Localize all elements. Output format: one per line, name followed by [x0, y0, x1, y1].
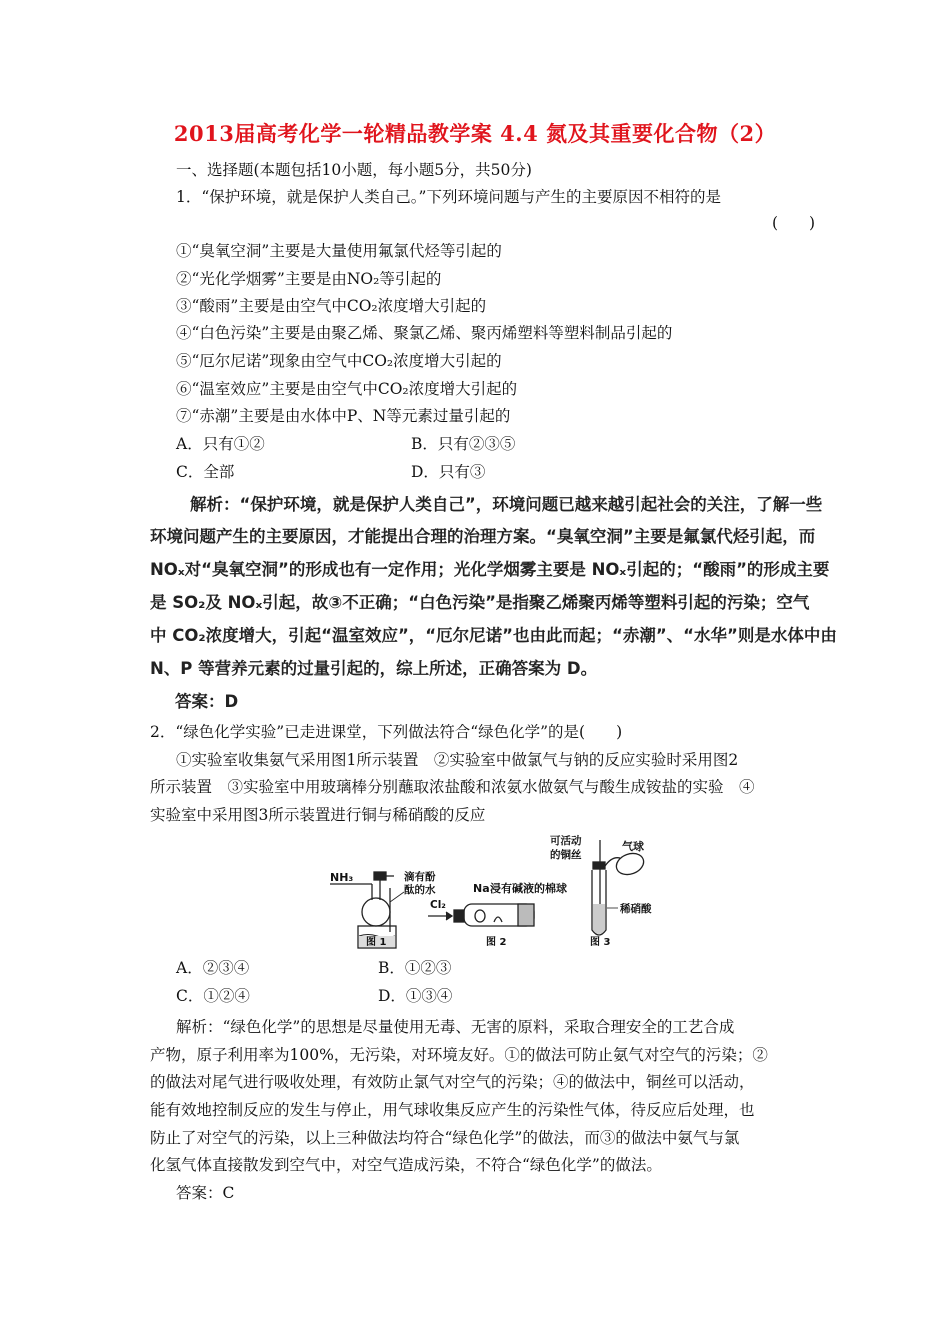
- q2-stem: 2．“绿色化学实验”已走进课堂，下列做法符合“绿色化学”的是( ): [150, 723, 623, 741]
- q1-analysis-line: 解析：“保护环境，就是保护人类自己”，环境问题已越来越引起社会的关注，了解一些: [190, 495, 823, 514]
- section-header: 一、选择题(本题包括10小题，每小题5分，共50分): [176, 161, 532, 179]
- q2-option-b: B．①②③: [378, 959, 452, 977]
- q1-item-4: ④“白色污染”主要是由聚乙烯、聚氯乙烯、聚丙烯塑料等塑料制品引起的: [176, 324, 673, 342]
- q1-item-3: ③“酸雨”主要是由空气中CO₂浓度增大引起的: [176, 297, 487, 315]
- q2-desc-line: ①实验室收集氨气采用图1所示装置 ②实验室中做氯气与钠的反应实验时采用图2: [176, 751, 739, 769]
- q1-option-b: B．只有②③⑤: [411, 435, 516, 453]
- q2-analysis-line: 防止了对空气的污染，以上三种做法均符合“绿色化学”的做法，而③的做法中氨气与氯: [150, 1129, 740, 1147]
- q2-desc-line: 所示装置 ③实验室中用玻璃棒分别蘸取浓盐酸和浓氨水做氨气与酸生成铵盐的实验 ④: [150, 778, 755, 796]
- q2-analysis-line: 的做法对尾气进行吸收处理，有效防止氯气对空气的污染；④的做法中，铜丝可以活动，: [150, 1073, 755, 1091]
- figure-2-caption: 图 2: [486, 937, 507, 948]
- q1-analysis-line: 环境问题产生的主要原因，才能提出合理的治理方案。“臭氧空洞”主要是氟氯代烃引起，而: [150, 527, 816, 546]
- figure-3-caption: 图 3: [590, 937, 611, 948]
- q1-item-2: ②“光化学烟雾”主要是由NO₂等引起的: [176, 270, 442, 288]
- q1-item-5: ⑤“厄尔尼诺”现象由空气中CO₂浓度增大引起的: [176, 352, 502, 370]
- q2-desc-line: 实验室中采用图3所示装置进行铜与稀硝酸的反应: [150, 806, 486, 824]
- q1-answer-blank: ( ): [772, 214, 816, 232]
- q1-option-c: C．全部: [176, 463, 235, 481]
- cl2-label: Cl₂: [430, 899, 446, 911]
- q1-item-1: ①“臭氧空洞”主要是大量使用氟氯代烃等引起的: [176, 242, 502, 260]
- page-title: 2013届高考化学一轮精品教学案 4.4 氮及其重要化合物（2）: [173, 121, 777, 146]
- q2-answer: 答案：C: [176, 1184, 235, 1202]
- water-label-2: 酞的水: [404, 884, 436, 896]
- q1-stem: 1．“保护环境，就是保护人类自己。”下列环境问题与产生的主要原因不相符的是: [176, 188, 721, 206]
- q1-analysis-line: 是 SO₂及 NOₓ引起，故③不正确；“白色污染”是指聚乙烯聚丙烯等塑料引起的污染；空气: [150, 593, 810, 612]
- apparatus-figure: [328, 832, 658, 956]
- q2-option-d: D．①③④: [378, 987, 453, 1005]
- q1-item-6: ⑥“温室效应”主要是由空气中CO₂浓度增大引起的: [176, 380, 518, 398]
- water-label-1: 滴有酚: [404, 871, 436, 883]
- figure-2-apparatus: [428, 881, 567, 948]
- copper-label-1: 可活动: [550, 835, 582, 847]
- q1-option-a: A．只有①②: [176, 435, 265, 453]
- q2-analysis-line: 能有效地控制反应的发生与停止，用气球收集反应产生的污染性气体，待反应后处理，也: [150, 1101, 755, 1119]
- q1-item-7: ⑦“赤潮”主要是由水体中P、N等元素过量引起的: [176, 407, 511, 425]
- nh3-label: NH₃: [330, 871, 354, 884]
- q1-answer: 答案：D: [175, 692, 239, 711]
- q1-analysis-line: NOₓ对“臭氧空洞”的形成也有一定作用；光化学烟雾主要是 NOₓ引起的；“酸雨”的形成主要: [150, 560, 830, 579]
- q1-analysis-line: 中 CO₂浓度增大，引起“温室效应”，“厄尔尼诺”也由此而起；“赤潮”、“水华”则是水体中由: [150, 626, 837, 645]
- cotton-label: 浸有碱液的棉球: [490, 882, 567, 895]
- figure-1-apparatus: [330, 870, 436, 948]
- q2-analysis-line: 解析：“绿色化学”的思想是尽量使用无毒、无害的原料，采取合理安全的工艺合成: [176, 1018, 735, 1036]
- q2-option-c: C．①②④: [176, 987, 250, 1005]
- balloon-label: 气球: [622, 840, 644, 853]
- copper-label-2: 的铜丝: [550, 849, 582, 861]
- na-label: Na: [473, 882, 490, 895]
- acid-label: 稀硝酸: [620, 903, 652, 915]
- q1-option-d: D．只有③: [411, 463, 486, 481]
- figure-1-caption: 图 1: [366, 937, 387, 948]
- q2-analysis-line: 化氢气体直接散发到空气中，对空气造成污染，不符合“绿色化学”的做法。: [150, 1156, 662, 1174]
- q2-option-a: A．②③④: [176, 959, 250, 977]
- q2-analysis-line: 产物，原子利用率为100%，无污染，对环境友好。①的做法可防止氨气对空气的污染；②: [150, 1046, 768, 1064]
- q1-analysis-line: N、P 等营养元素的过量引起的，综上所述，正确答案为 D。: [150, 659, 598, 678]
